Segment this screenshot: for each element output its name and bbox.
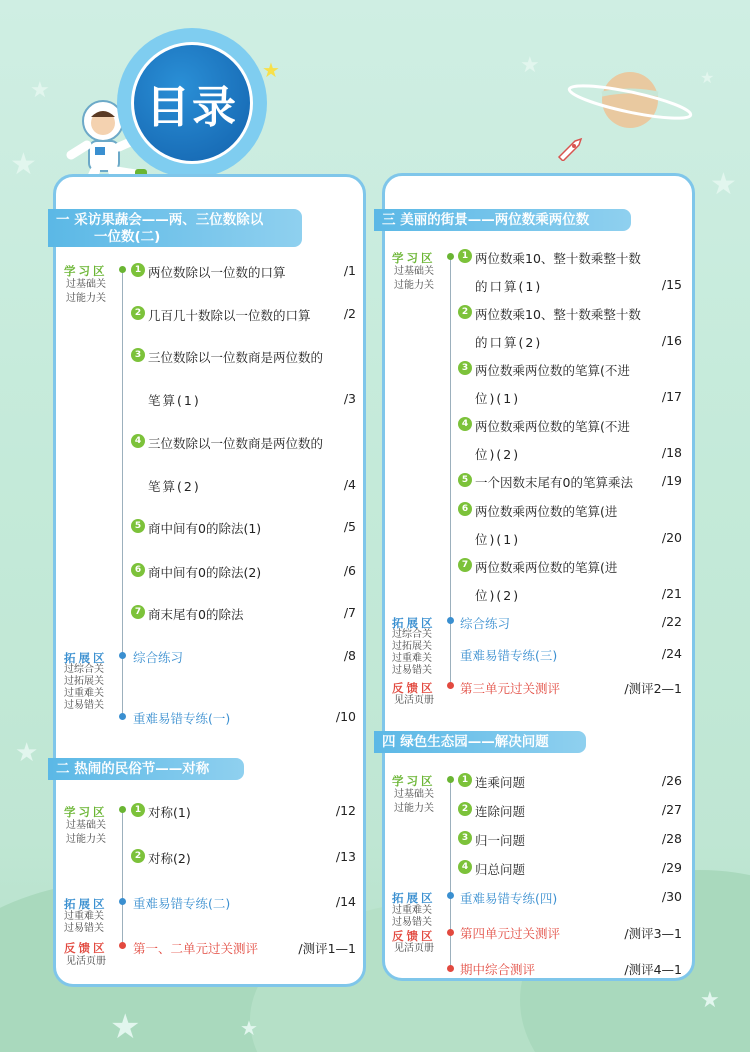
toc-entry-title[interactable]: 归一问题 <box>475 833 526 848</box>
unit-4-header: 四 绿色生态园——解决问题 <box>374 731 586 753</box>
toc-entry-title-cont[interactable]: 的口算(1) <box>475 279 543 294</box>
lesson-number-badge: 2 <box>131 306 145 320</box>
toc-entry-page: /14 <box>335 894 356 909</box>
star-icon: ★ <box>15 738 39 768</box>
yellow-star-icon: ★ <box>262 58 280 82</box>
toc-entry-page: /1 <box>343 263 356 278</box>
toc-entry-title[interactable]: 归总问题 <box>475 862 526 877</box>
expand-zone-sub: 过综合关 <box>392 629 432 640</box>
toc-entry-title-cont[interactable]: 位)(2) <box>475 447 521 462</box>
star-icon: ★ <box>110 1007 141 1047</box>
expand-zone-sub: 过综合关 <box>64 664 104 675</box>
expand-zone-label: 拓展区 <box>392 891 436 905</box>
toc-entry-title[interactable]: 连乘问题 <box>475 775 526 790</box>
lesson-number-badge: 2 <box>458 305 472 319</box>
toc-entry-title-cont[interactable]: 的口算(2) <box>475 335 543 350</box>
toc-entry-page: /8 <box>343 648 356 663</box>
toc-entry-page: /6 <box>343 563 356 578</box>
feedback-zone-label: 反馈区 <box>64 941 108 955</box>
timeline-dot <box>119 652 126 659</box>
toc-entry-title[interactable]: 三位数除以一位数商是两位数的 <box>148 350 324 365</box>
study-zone-label: 学习区 <box>392 251 436 265</box>
study-zone-sub1: 过基础关 <box>66 820 106 831</box>
rocket-icon <box>555 135 585 161</box>
lesson-number-badge: 7 <box>131 605 145 619</box>
expand-zone-sub: 过重难关 <box>392 653 432 664</box>
toc-entry-page: /15 <box>661 277 682 292</box>
toc-entry-page: /测评2—1 <box>624 681 682 696</box>
lesson-number-badge: 4 <box>458 860 472 874</box>
lesson-number-badge: 3 <box>458 361 472 375</box>
lesson-number-badge: 5 <box>458 473 472 487</box>
unit-1-header <box>48 209 302 247</box>
toc-entry-page: /20 <box>661 530 682 545</box>
study-zone-sub2: 过能力关 <box>66 834 106 845</box>
star-icon: ★ <box>520 53 540 78</box>
study-zone-label: 学习区 <box>64 805 108 819</box>
timeline-line <box>122 270 123 718</box>
star-icon: ★ <box>710 167 737 202</box>
toc-entry-page: /测评4—1 <box>624 962 682 977</box>
toc-entry-title[interactable]: 商末尾有0的除法 <box>148 607 244 622</box>
toc-entry-title[interactable]: 第四单元过关测评 <box>460 926 561 941</box>
expand-zone-sub: 过重难关 <box>392 905 432 916</box>
toc-entry-page: /22 <box>661 614 682 629</box>
toc-entry-title[interactable]: 两位数除以一位数的口算 <box>148 265 286 280</box>
timeline-dot <box>447 682 454 689</box>
timeline-dot <box>447 929 454 936</box>
toc-entry-title[interactable]: 一个因数末尾有0的笔算乘法 <box>475 475 633 490</box>
toc-entry-page: /5 <box>343 519 356 534</box>
study-zone-sub1: 过基础关 <box>66 279 106 290</box>
timeline-dot <box>119 942 126 949</box>
title-badge-inner <box>131 42 253 164</box>
study-zone-label: 学习区 <box>392 774 436 788</box>
expand-zone-sub: 过易错关 <box>64 923 104 934</box>
star-icon: ★ <box>10 147 37 182</box>
toc-entry-page: /测评3—1 <box>624 926 682 941</box>
toc-entry-title[interactable]: 综合练习 <box>460 616 511 631</box>
toc-entry-title[interactable]: 两位数乘10、整十数乘整十数 <box>475 307 641 322</box>
unit-1-header-line2: 一位数(二) <box>94 229 161 245</box>
toc-entry-title[interactable]: 重难易错专练(三) <box>460 648 558 663</box>
star-icon: ★ <box>30 78 50 103</box>
toc-entry-page: /4 <box>343 477 356 492</box>
lesson-number-badge: 5 <box>131 519 145 533</box>
toc-entry-page: /12 <box>335 803 356 818</box>
toc-entry-title[interactable]: 综合练习 <box>133 650 184 665</box>
toc-entry-page: /18 <box>661 445 682 460</box>
toc-entry-title[interactable]: 重难易错专练(一) <box>133 711 231 726</box>
toc-entry-page: /28 <box>661 831 682 846</box>
lesson-number-badge: 1 <box>131 803 145 817</box>
expand-zone-sub: 过重难关 <box>64 911 104 922</box>
toc-entry-page: /13 <box>335 849 356 864</box>
planet-icon <box>565 60 695 140</box>
star-icon: ★ <box>700 988 720 1013</box>
study-zone-label: 学习区 <box>64 264 108 278</box>
study-zone-sub1: 过基础关 <box>394 789 434 800</box>
feedback-zone-sub: 见活页册 <box>394 943 434 954</box>
lesson-number-badge: 2 <box>458 802 472 816</box>
lesson-number-badge: 4 <box>458 417 472 431</box>
expand-zone-sub: 过易错关 <box>64 700 104 711</box>
toc-entry-title[interactable]: 三位数除以一位数商是两位数的 <box>148 436 324 451</box>
toc-entry-title-cont[interactable]: 位)(1) <box>475 391 521 406</box>
toc-entry-page: /19 <box>661 473 682 488</box>
title-badge <box>117 28 267 178</box>
toc-entry-page: /7 <box>343 605 356 620</box>
expand-zone-sub: 过易错关 <box>392 917 432 928</box>
expand-zone-sub: 过拓展关 <box>64 676 104 687</box>
star-icon: ★ <box>700 68 715 87</box>
lesson-number-badge: 1 <box>458 773 472 787</box>
lesson-number-badge: 1 <box>458 249 472 263</box>
study-zone-sub2: 过能力关 <box>394 803 434 814</box>
timeline-dot <box>119 713 126 720</box>
lesson-number-badge: 2 <box>131 849 145 863</box>
lesson-number-badge: 6 <box>131 563 145 577</box>
toc-entry-title[interactable]: 第三单元过关测评 <box>460 681 561 696</box>
feedback-zone-label: 反馈区 <box>392 929 436 943</box>
toc-entry-title[interactable]: 重难易错专练(二) <box>133 896 231 911</box>
toc-entry-title[interactable]: 期中综合测评 <box>460 962 536 977</box>
study-zone-sub2: 过能力关 <box>66 293 106 304</box>
study-zone-sub2: 过能力关 <box>394 280 434 291</box>
lesson-number-badge: 1 <box>131 263 145 277</box>
lesson-number-badge: 6 <box>458 502 472 516</box>
toc-entry-title[interactable]: 对称(2) <box>148 851 191 866</box>
toc-entry-page: /2 <box>343 306 356 321</box>
toc-entry-title[interactable]: 商中间有0的除法(1) <box>148 521 262 536</box>
timeline-dot <box>119 898 126 905</box>
toc-entry-page: /30 <box>661 889 682 904</box>
toc-entry-title-cont[interactable]: 位)(2) <box>475 588 521 603</box>
timeline-dot <box>119 266 126 273</box>
toc-entry-title[interactable]: 两位数乘两位数的笔算(进 <box>475 504 618 519</box>
expand-zone-sub: 过重难关 <box>64 688 104 699</box>
timeline-dot <box>447 892 454 899</box>
expand-zone-label: 拓展区 <box>392 616 436 630</box>
page-title: 目录 <box>146 82 238 133</box>
toc-entry-title[interactable]: 两位数乘两位数的笔算(不进 <box>475 363 630 378</box>
toc-entry-page: /26 <box>661 773 682 788</box>
unit-2-header: 二 热闹的民俗节——对称 <box>48 758 244 780</box>
star-icon: ★ <box>240 1016 258 1040</box>
toc-entry-title[interactable]: 第一、二单元过关测评 <box>133 941 259 956</box>
lesson-number-badge: 3 <box>131 348 145 362</box>
toc-entry-page: /27 <box>661 802 682 817</box>
feedback-zone-sub: 见活页册 <box>394 695 434 706</box>
toc-entry-title[interactable]: 两位数乘两位数的笔算(不进 <box>475 419 630 434</box>
feedback-zone-sub: 见活页册 <box>66 956 106 967</box>
lesson-number-badge: 3 <box>458 831 472 845</box>
toc-entry-page: /29 <box>661 860 682 875</box>
feedback-zone-label: 反馈区 <box>392 681 436 695</box>
toc-entry-title-cont[interactable]: 笔算(2) <box>148 479 201 494</box>
expand-zone-label: 拓展区 <box>64 651 108 665</box>
toc-entry-title-cont[interactable]: 笔算(1) <box>148 393 201 408</box>
lesson-number-badge: 4 <box>131 434 145 448</box>
toc-entry-page: /测评1—1 <box>298 941 356 956</box>
lesson-number-badge: 7 <box>458 558 472 572</box>
timeline-dot <box>447 253 454 260</box>
toc-entry-page: /21 <box>661 586 682 601</box>
timeline-dot <box>119 806 126 813</box>
timeline-line <box>450 780 451 970</box>
toc-entry-page: /17 <box>661 389 682 404</box>
toc-entry-page: /3 <box>343 391 356 406</box>
toc-entry-title-cont[interactable]: 位)(1) <box>475 532 521 547</box>
toc-entry-title[interactable]: 重难易错专练(四) <box>460 891 558 906</box>
unit-1-header-line1: 一 采访果蔬会——两、三位数除以 <box>56 212 264 228</box>
toc-entry-title[interactable]: 两位数乘两位数的笔算(进 <box>475 560 618 575</box>
study-zone-sub1: 过基础关 <box>394 266 434 277</box>
toc-entry-title[interactable]: 商中间有0的除法(2) <box>148 565 262 580</box>
toc-entry-page: /24 <box>661 646 682 661</box>
timeline-dot <box>447 776 454 783</box>
expand-zone-label: 拓展区 <box>64 897 108 911</box>
toc-entry-title[interactable]: 两位数乘10、整十数乘整十数 <box>475 251 641 266</box>
toc-entry-title[interactable]: 对称(1) <box>148 805 191 820</box>
timeline-dot <box>447 617 454 624</box>
expand-zone-sub: 过拓展关 <box>392 641 432 652</box>
timeline-line <box>122 810 123 947</box>
timeline-dot <box>447 965 454 972</box>
unit-3-header: 三 美丽的街景——两位数乘两位数 <box>374 209 631 231</box>
toc-entry-title[interactable]: 几百几十数除以一位数的口算 <box>148 308 311 323</box>
toc-entry-page: /16 <box>661 333 682 348</box>
expand-zone-sub: 过易错关 <box>392 665 432 676</box>
toc-entry-page: /10 <box>335 709 356 724</box>
toc-entry-title[interactable]: 连除问题 <box>475 804 526 819</box>
